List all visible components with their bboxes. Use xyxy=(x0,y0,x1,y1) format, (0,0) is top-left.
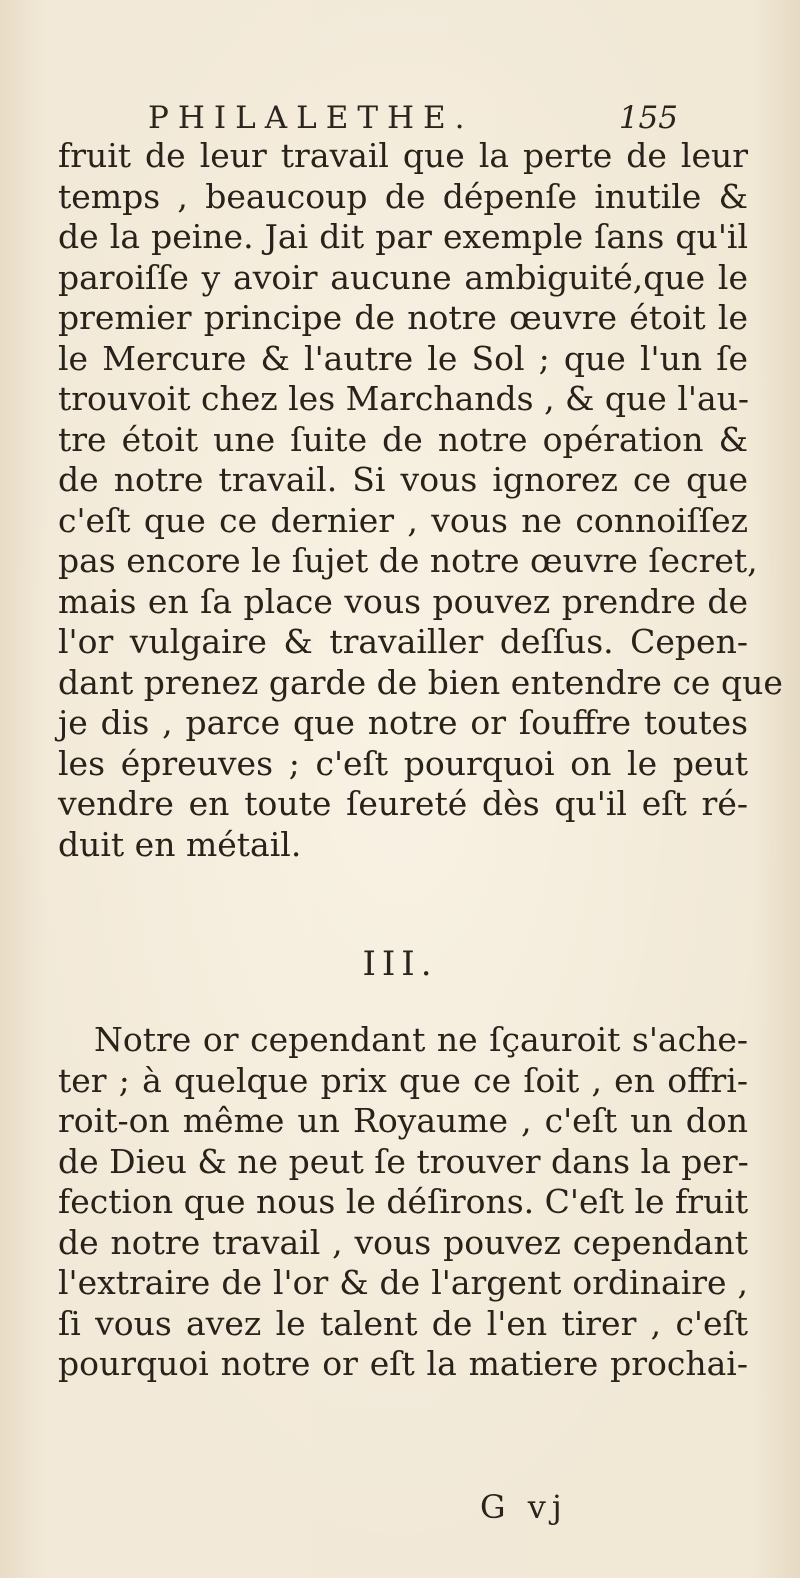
text-line: c'eſt que ce dernier , vous ne connoiſſez xyxy=(58,500,748,540)
text-line: fruit de leur travail que la perte de leur xyxy=(58,136,748,175)
text-line: vendre en toute ſeureté dès qu'il eſt ré- xyxy=(58,784,748,823)
text-line: les épreuves ; c'eſt pourquoi on le peut xyxy=(58,743,748,783)
text-line: je dis , parce que notre or ſouffre toutes xyxy=(58,703,748,742)
text-line: de notre travail , vous pouvez cependant xyxy=(58,1222,748,1262)
running-head: PHILALETHE. xyxy=(148,100,474,136)
text-line: le Mercure & l'autre le Sol ; que l'un ſe xyxy=(58,338,748,378)
text-line: l'extraire de l'or & de l'argent ordinaire , xyxy=(58,1263,748,1302)
page-number: 155 xyxy=(618,100,678,136)
text-line: trouvoit chez les Marchands , & que l'au- xyxy=(58,379,750,418)
text-line: pas encore le ſujet de notre œuvre ſecret, xyxy=(58,541,758,580)
text-line: de Dieu & ne peut ſe trouver dans la per- xyxy=(58,1141,749,1181)
text-line: dant prenez garde de bien entendre ce que xyxy=(58,662,783,702)
text-line: ter ; à quelque prix que ce ſoit , en offri- xyxy=(58,1060,748,1100)
text-line: temps , beaucoup de dépenſe inutile & xyxy=(58,176,748,216)
text-line: pourquoi notre or eſt la matiere prochai- xyxy=(58,1344,748,1383)
text-line: tre étoit une ſuite de notre opération & xyxy=(58,419,748,459)
paragraph-2 xyxy=(58,1020,748,1385)
text-line: de la peine. Jai dit par exemple ſans qu'il xyxy=(58,217,748,256)
paragraph-1 xyxy=(58,136,783,865)
text-line: ſi vous avez le talent de l'en tirer , c'eſt xyxy=(58,1303,748,1343)
text-line: l'or vulgaire & travailler deſſus. Cepen- xyxy=(58,622,748,661)
signature-mark: G vj xyxy=(480,1488,568,1526)
text-line: de notre travail. Si vous ignorez ce que xyxy=(58,460,748,499)
text-line: roit-on même un Royaume , c'eſt un don xyxy=(58,1101,748,1140)
text-line: mais en ſa place vous pouvez prendre de xyxy=(58,581,748,621)
text-line: Notre or cependant ne ſçauroit s'ache- xyxy=(94,1020,748,1059)
text-line: paroiſſe y avoir aucune ambiguité,que le xyxy=(58,257,748,297)
section-numeral: III. xyxy=(362,944,438,984)
text-line: premier principe de notre œuvre étoit le xyxy=(58,298,748,337)
text-line: fection que nous le déſirons. C'eſt le fruit xyxy=(58,1182,749,1221)
text-line: duit en métail. xyxy=(58,824,302,864)
